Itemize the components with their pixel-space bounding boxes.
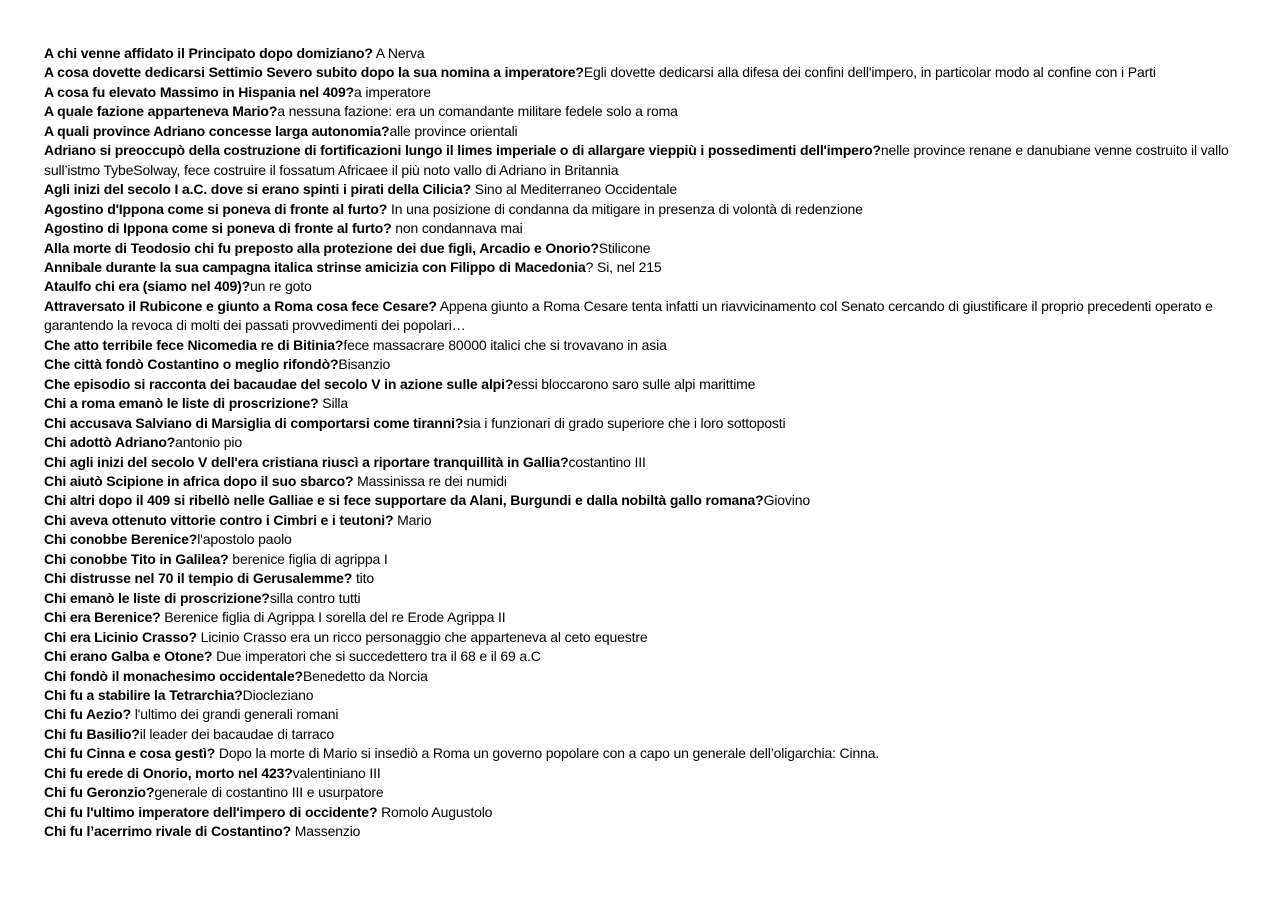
- qa-entry: [44, 180, 1254, 199]
- question-text: Chi fu Basilio?: [44, 725, 140, 742]
- answer-text: l'apostolo paolo: [197, 531, 292, 548]
- answer-text: costantino III: [568, 453, 646, 470]
- qa-entry: [44, 608, 1254, 627]
- qa-entry: [44, 141, 1254, 180]
- qa-entry: [44, 491, 1254, 510]
- answer-text: Massinissa re dei numidi: [353, 472, 507, 489]
- answer-text: Licinio Crasso era un ricco personaggio che apparteneva al ceto equestre: [196, 628, 648, 645]
- qa-entry: [44, 453, 1254, 472]
- answer-text: antonio pio: [175, 434, 243, 451]
- question-text: Che atto terribile fece Nicomedia re di Bitinia?: [44, 336, 344, 353]
- qa-entry: [44, 277, 1254, 296]
- qa-entry: [44, 472, 1254, 491]
- answer-text: a nessuna fazione: era un comandante militare fedele solo a roma: [277, 103, 678, 120]
- document-page: [44, 44, 1254, 842]
- answer-text: berenice figlia di agrippa I: [228, 550, 388, 567]
- answer-text: Mario: [393, 511, 432, 528]
- question-text: Chi accusava Salviano di Marsiglia di comportarsi come tiranni?: [44, 414, 464, 431]
- qa-entry: [44, 355, 1254, 374]
- qa-entry: [44, 122, 1254, 141]
- answer-text: Berenice figlia di Agrippa I sorella del re Erode Agrippa II: [160, 609, 506, 626]
- answer-text: un re goto: [250, 278, 312, 295]
- qa-entry: [44, 667, 1254, 686]
- question-text: Chi fu l’acerrimo rivale di Costantino?: [44, 823, 291, 840]
- answer-text: il leader dei bacaudae di tarraco: [139, 725, 335, 742]
- question-text: A quali province Adriano concesse larga autonomia?: [44, 122, 390, 139]
- answer-text: l'ultimo dei grandi generali romani: [130, 706, 339, 723]
- question-text: Chi fu Geronzio?: [44, 784, 155, 801]
- question-text: Chi fu Cinna e cosa gestì?: [44, 745, 216, 762]
- question-text: Chi era Berenice?: [44, 609, 161, 626]
- qa-entry: [44, 550, 1254, 569]
- question-text: Chi fondò il monachesimo occidentale?: [44, 667, 303, 684]
- answer-text: Dopo la morte di Mario si insediò a Roma un governo popolare con a capo un generale dell’oligarchia: Cinna.: [215, 745, 880, 762]
- answer-text: generale di costantino III e usurpatore: [154, 784, 384, 801]
- answer-text: essi bloccarono saro sulle alpi marittime: [513, 375, 756, 392]
- question-text: Chi erano Galba e Otone?: [44, 648, 213, 665]
- answer-text: sia i funzionari di grado superiore che i loro sottoposti: [463, 414, 786, 431]
- question-text: A quale fazione apparteneva Mario?: [44, 103, 278, 120]
- qa-entry: [44, 725, 1254, 744]
- answer-text: Benedetto da Norcia: [302, 667, 428, 684]
- answer-text: Egli dovette dedicarsi alla difesa dei confini dell'impero, in particolar modo al confine con i Parti: [583, 64, 1156, 81]
- qa-entry: [44, 628, 1254, 647]
- question-text: Chi era Licinio Crasso?: [44, 628, 197, 645]
- answer-text: Giovino: [763, 492, 811, 509]
- qa-entry: [44, 219, 1254, 238]
- question-text: Chi fu l'ultimo imperatore dell'impero di occidente?: [44, 803, 378, 820]
- question-text: Chi a roma emanò le liste di proscrizione?: [44, 395, 319, 412]
- qa-entry: [44, 63, 1254, 82]
- qa-entry: [44, 433, 1254, 452]
- question-text: Alla morte di Teodosio chi fu preposto alla protezione dei due figli, Arcadio e Onorio?: [44, 239, 599, 256]
- question-text: Chi distrusse nel 70 il tempio di Gerusalemme?: [44, 570, 353, 587]
- question-text: Agli inizi del secolo I a.C. dove si erano spinti i pirati della Cilicia?: [44, 181, 472, 198]
- question-text: Adriano si preoccupò della costruzione di fortificazioni lungo il limes imperiale o di allargare vieppiù i possedimenti dell'impero?: [44, 142, 881, 159]
- question-text: A cosa dovette dedicarsi Settimio Severo subito dopo la sua nomina a imperatore?: [44, 64, 584, 81]
- qa-entry: [44, 102, 1254, 121]
- answer-text: Appena giunto a Roma Cesare tenta infatti un riavvicinamento col Senato cercando di giustificare il proprio precedenti operato e garantendo la revoca di molti dei passati provvedimenti dei popolari…: [44, 297, 1213, 334]
- qa-entry: [44, 803, 1254, 822]
- answer-text: Sino al Mediterraneo Occidentale: [471, 181, 677, 198]
- qa-entry: [44, 686, 1254, 705]
- qa-entry: [44, 394, 1254, 413]
- question-text: Agostino d'Ippona come si poneva di fronte al furto?: [44, 200, 388, 217]
- qa-entry: [44, 83, 1254, 102]
- qa-entry: [44, 258, 1254, 277]
- answer-text: Massenzio: [290, 823, 361, 840]
- question-text: Chi emanò le liste di proscrizione?: [44, 589, 270, 606]
- question-text: Attraversato il Rubicone e giunto a Roma cosa fece Cesare?: [44, 297, 437, 314]
- question-text: Che episodio si racconta dei bacaudae del secolo V in azione sulle alpi?: [44, 375, 514, 392]
- answer-text: In una posizione di condanna da mitigare in presenza di volontà di redenzione: [387, 200, 863, 217]
- question-text: A chi venne affidato il Principato dopo domiziano?: [44, 45, 373, 61]
- answer-text: fece massacrare 80000 italici che si trovavano in asia: [343, 336, 667, 353]
- qa-entry: [44, 589, 1254, 608]
- answer-text: Diocleziano: [242, 686, 314, 703]
- question-text: Agostino di Ippona come si poneva di fronte al furto?: [44, 220, 392, 237]
- answer-text: Stilicone: [598, 239, 651, 256]
- answer-text: valentiniano III: [292, 764, 381, 781]
- question-text: A cosa fu elevato Massimo in Hispania nel 409?: [44, 83, 355, 100]
- question-text: Chi aiutò Scipione in africa dopo il suo sbarco?: [44, 472, 354, 489]
- question-text: Chi conobbe Berenice?: [44, 531, 198, 548]
- qa-entry: [44, 375, 1254, 394]
- answer-text: alle province orientali: [389, 122, 518, 139]
- answer-text: nelle province renane e danubiane venne costruito il vallo sull’istmo TybeSolway, fece costruire il fossatum Africaee il più noto vallo di Adriano in Britannia: [44, 142, 1229, 178]
- qa-entry: [44, 569, 1254, 588]
- qa-entry: [44, 705, 1254, 724]
- question-text: Chi adottò Adriano?: [44, 434, 176, 451]
- qa-entry: [44, 530, 1254, 549]
- question-text: Che città fondò Costantino o meglio rifondò?: [44, 356, 339, 373]
- question-text: Chi aveva ottenuto vittorie contro i Cimbri e i teutoni?: [44, 511, 394, 528]
- answer-text: tito: [352, 570, 375, 587]
- question-text: Chi altri dopo il 409 si ribellò nelle Galliae e si fece supportare da Alani, Burgundi e dalla nobiltà gallo romana?: [44, 492, 764, 509]
- qa-entry: [44, 511, 1254, 530]
- qa-entry: [44, 414, 1254, 433]
- answer-text: ? Si, nel 215: [585, 258, 662, 275]
- answer-text: a imperatore: [354, 83, 431, 100]
- qa-entry: [44, 783, 1254, 802]
- qa-entry: [44, 336, 1254, 355]
- qa-entry: [44, 744, 1254, 763]
- question-text: Chi conobbe Tito in Galilea?: [44, 550, 229, 567]
- answer-text: silla contro tutti: [269, 589, 361, 606]
- qa-entry: [44, 822, 1254, 841]
- qa-entry: [44, 764, 1254, 783]
- question-text: Chi fu Aezio?: [44, 706, 131, 723]
- question-text: Chi fu a stabilire la Tetrarchia?: [44, 686, 243, 703]
- qa-entry: [44, 44, 1254, 63]
- answer-text: Due imperatori che si succedettero tra il 68 e il 69 a.C: [212, 648, 541, 665]
- answer-text: non condannava mai: [391, 220, 523, 237]
- qa-entry: [44, 647, 1254, 666]
- question-text: Chi agli inizi del secolo V dell'era cristiana riuscì a riportare tranquillità in Gallia?: [44, 453, 569, 470]
- answer-text: A Nerva: [372, 45, 425, 61]
- question-text: Ataulfo chi era (siamo nel 409)?: [44, 278, 251, 295]
- answer-text: Romolo Augustolo: [377, 803, 493, 820]
- qa-entry: [44, 200, 1254, 219]
- answer-text: Bisanzio: [338, 356, 391, 373]
- question-text: Chi fu erede di Onorio, morto nel 423?: [44, 764, 293, 781]
- answer-text: Silla: [318, 395, 349, 412]
- question-text: Annibale durante la sua campagna italica strinse amicizia con Filippo di Macedonia: [44, 258, 586, 275]
- qa-entry: [44, 239, 1254, 258]
- qa-entry: [44, 297, 1254, 336]
